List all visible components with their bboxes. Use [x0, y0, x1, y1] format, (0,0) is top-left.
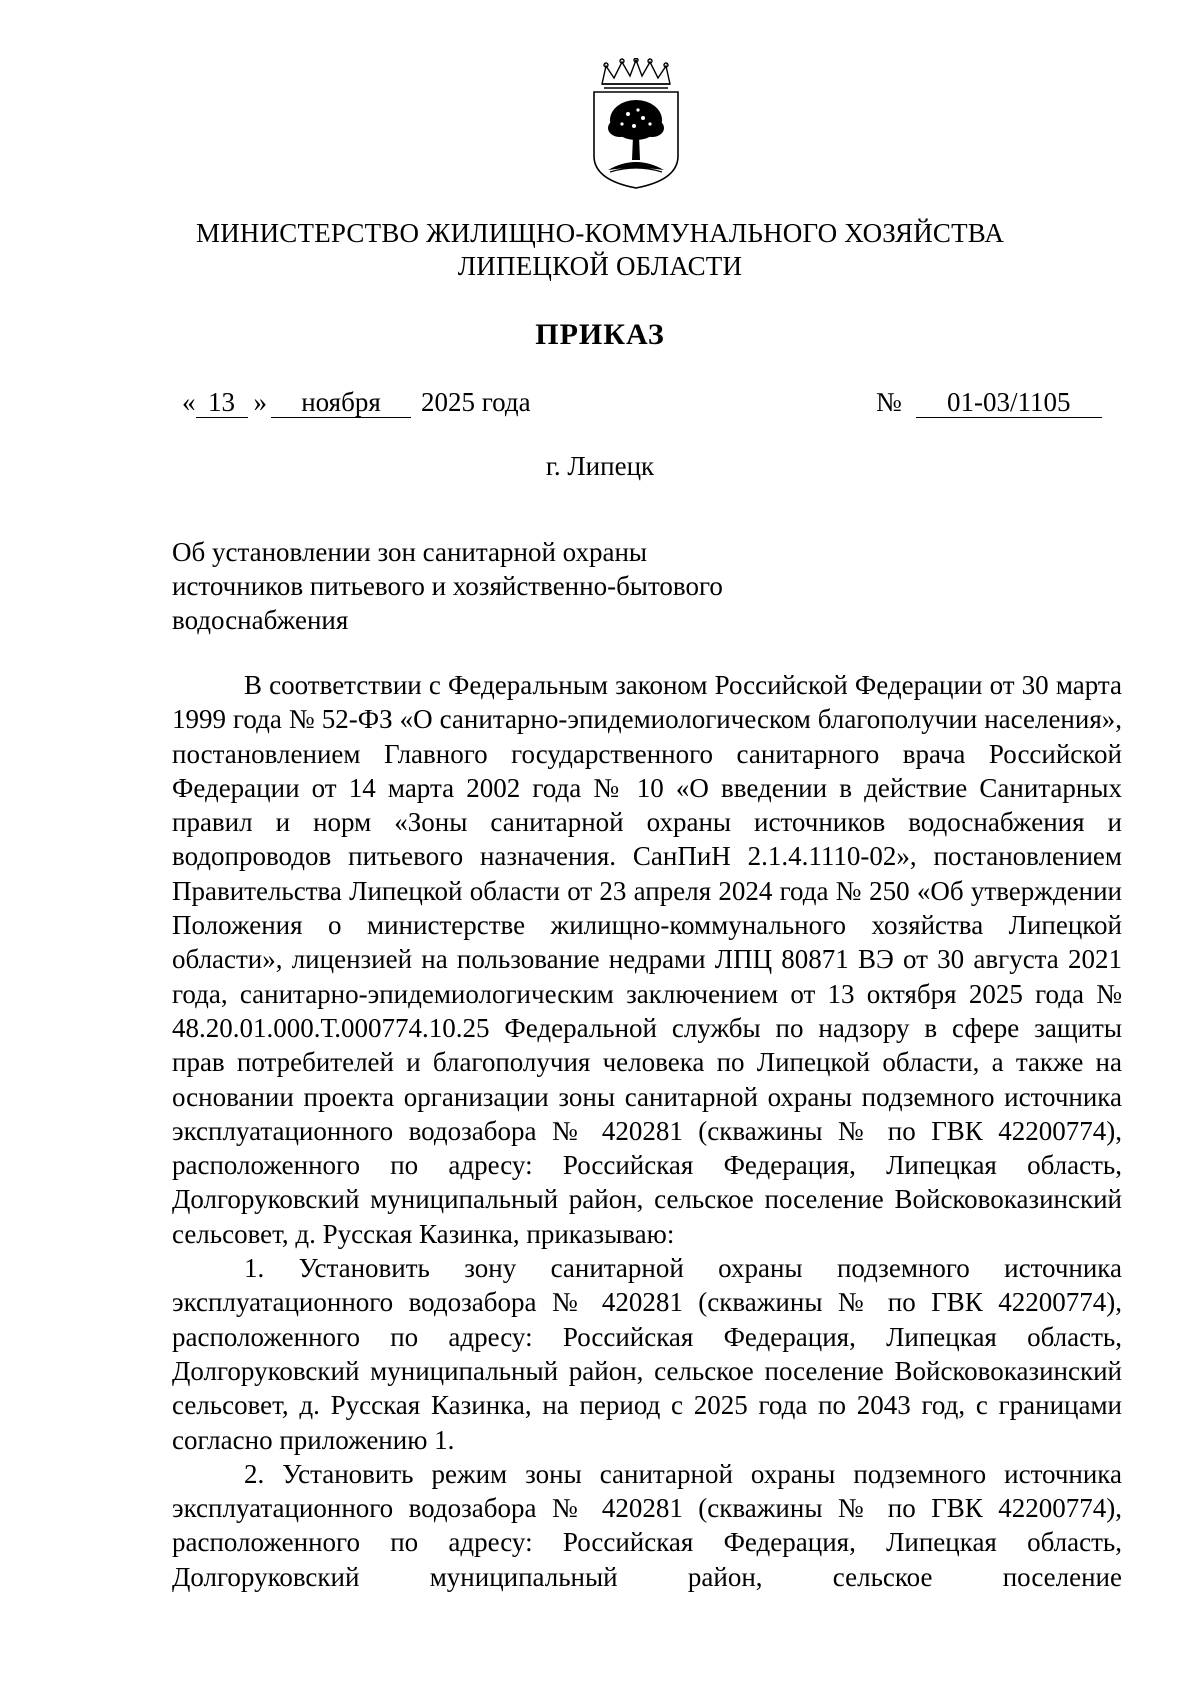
date-open-quote: « [182, 387, 196, 417]
order-number [876, 385, 1102, 419]
date-day: 13 [196, 387, 248, 418]
preamble-paragraph: В соответствии с Федеральным законом Российской Федерации от 30 марта 1999 года № 52-ФЗ «О санитарно-эпидемиологическом благополучии населения», постановлением Главного государственного санитарного врача Российской Федерации от 14 марта 2002 года № 10 «О введении в действие Санитарных правил и норм «Зоны санитарной охраны источников водоснабжения и водопроводов питьевого назначения. СанПиН 2.1.4.1110-02», постановлением Правительства Липецкой области от 23 апреля 2024 года № 250 «Об утверждении Положения о министерстве жилищно-коммунального хозяйства Липецкой области», лицензией на пользование недрами ЛПЦ 80871 ВЭ от 30 августа 2021 года, санитарно-эпидемиологическим заключением от 13 октября 2025 года № 48.20.01.000.Т.000774.10.25 Федеральной службы по надзору в сфере защиты прав потребителей и благополучия человека по Липецкой области, а также на основании проекта организации зоны санитарной охраны подземного источника эксплуатационного водозабора № 420281 (скважины № по ГВК 42200774), расположенного по адресу: Российская Федерация, Липецкая область, Долгоруковский муниципальный район, сельское поселение Войсковоказинский сельсовет, д. Русская Казинка, приказываю: [172, 670, 1122, 1249]
subject-line: водоснабжения [172, 605, 349, 635]
item-1-paragraph: 1. Установить зону санитарной охраны подземного источника эксплуатационного водозабора № 420281 (скважины № по ГВК 42200774), расположенного по адресу: Российская Федерация, Липецкая область, Долгоруковский муниципальный район, сельское поселение Войсковоказинский сельсовет, д. Русская Казинка, на период с 2025 года по 2043 год, с границами согласно приложению 1. [172, 1253, 1122, 1455]
city-name: г. Липецк [545, 451, 655, 481]
ministry-name-line1: МИНИСТЕРСТВО ЖИЛИЩНО-КОММУНАЛЬНОГО ХОЗЯЙСТВА [195, 218, 1005, 248]
date-close-quote: » [253, 387, 267, 417]
number-value: 01-03/1105 [916, 387, 1102, 418]
ministry-name-line2: ЛИПЕЦКОЙ ОБЛАСТИ [457, 251, 743, 281]
order-body [172, 668, 1122, 1594]
date-year: 2025 года [421, 387, 531, 417]
number-sign: № [876, 387, 902, 417]
date-month: ноября [271, 387, 411, 418]
coat-of-arms-emblem [588, 58, 684, 190]
item-2-paragraph: 2. Установить режим зоны санитарной охраны подземного источника эксплуатационного водозабора № 420281 (скважины № по ГВК 42200774), расположенного по адресу: Российская Федерация, Липецкая область, Долгоруковский муниципальный район, сельское поселение [172, 1458, 1122, 1592]
order-subject [172, 535, 792, 637]
subject-line: Об установлении зон санитарной охраны [172, 537, 648, 567]
order-date [182, 385, 531, 419]
document-type-title: ПРИКАЗ [535, 318, 665, 351]
subject-line: источников питьевого и хозяйственно-бытового [172, 571, 723, 601]
